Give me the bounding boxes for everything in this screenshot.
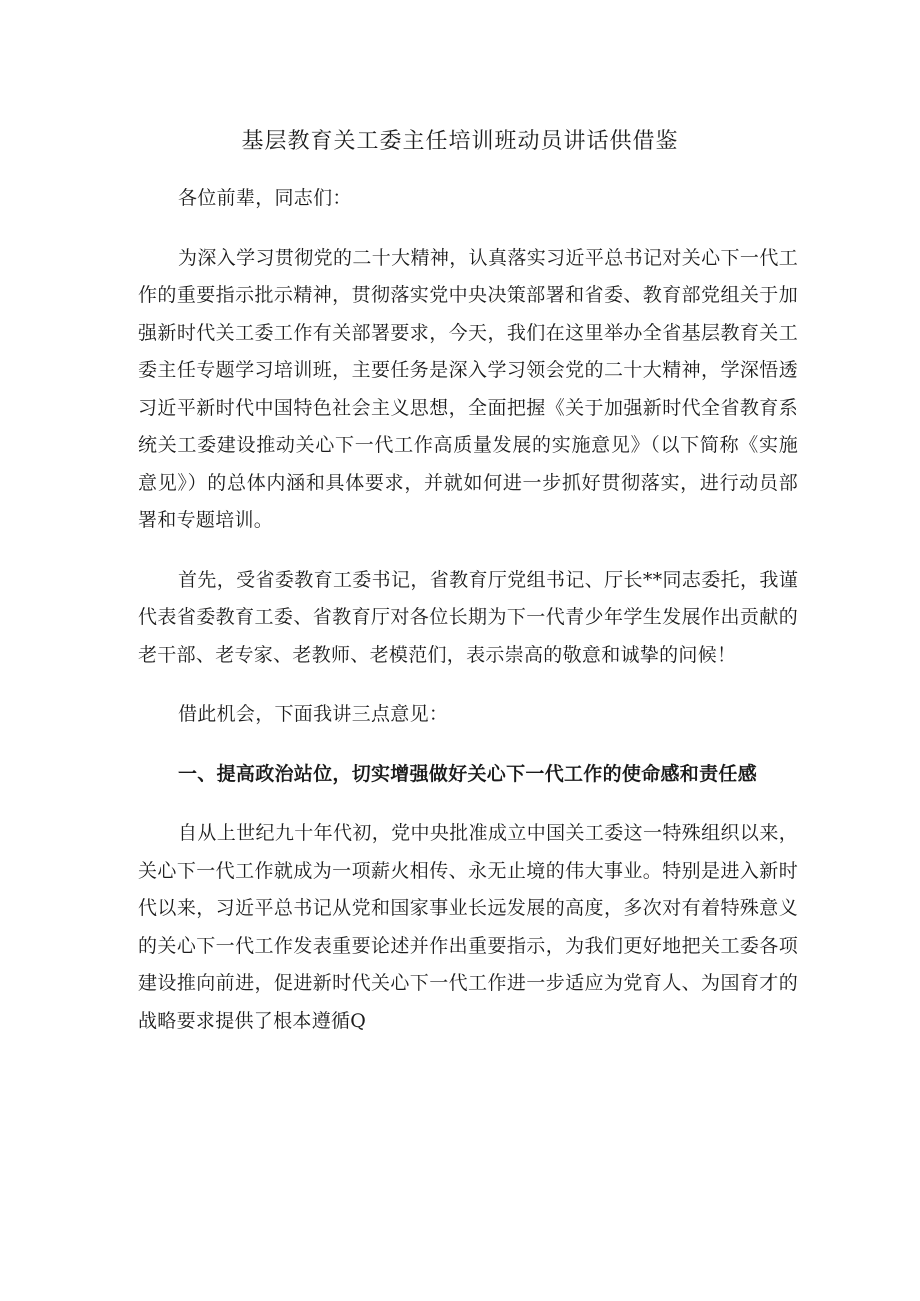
- thanks-paragraph: 首先，受省委教育工委书记，省教育厅党组书记、厅长**同志委托，我谨代表省委教育工委、省教育厅对各位长期为下一代青少年学生发展作出贡献的老干部、老专家、老教师、老模范们，表示崇高的敬意和诚挚的问候！: [138, 568, 798, 666]
- section-heading: 一、提高政治站位，切实增强做好关心下一代工作的使命感和责任感: [178, 762, 758, 785]
- transition-paragraph: 借此机会，下面我讲三点意见：: [178, 703, 449, 725]
- greeting-paragraph: 各位前辈，同志们：: [178, 187, 352, 209]
- document-body: [138, 180, 798, 1062]
- document-title: 基层教育关工委主任培训班动员讲话供借鉴: [241, 129, 679, 154]
- section-paragraph: 自从上世纪九十年代初，党中央批准成立中国关工委这一特殊组织以来，关心下一代工作就成为一项薪火相传、永无止境的伟大事业。特别是进入新时代以来，习近平总书记从党和国家事业长远发展的高度，多次对有着特殊意义的关心下一代工作发表重要论述并作出重要指示，为我们更好地把关工委各项建设推向前进，促进新时代关心下一代工作进一步适应为党育人、为国育才的战略要求提供了根本遵循Q: [138, 822, 798, 1032]
- intro-paragraph: 为深入学习贯彻党的二十大精神，认真落实习近平总书记对关心下一代工作的重要指示批示精神，贯彻落实党中央决策部署和省委、教育部党组关于加强新时代关工委工作有关部署要求，今天，我们在这里举办全省基层教育关工委主任专题学习培训班，主要任务是深入学习领会党的二十大精神，学深悟透习近平新时代中国特色社会主义思想，全面把握《关于加强新时代全省教育系统关工委建设推动关心下一代工作高质量发展的实施意见》（以下简称《实施意见》）的总体内涵和具体要求，并就如何进一步抓好贯彻落实，进行动员部署和专题培训。: [138, 246, 798, 531]
